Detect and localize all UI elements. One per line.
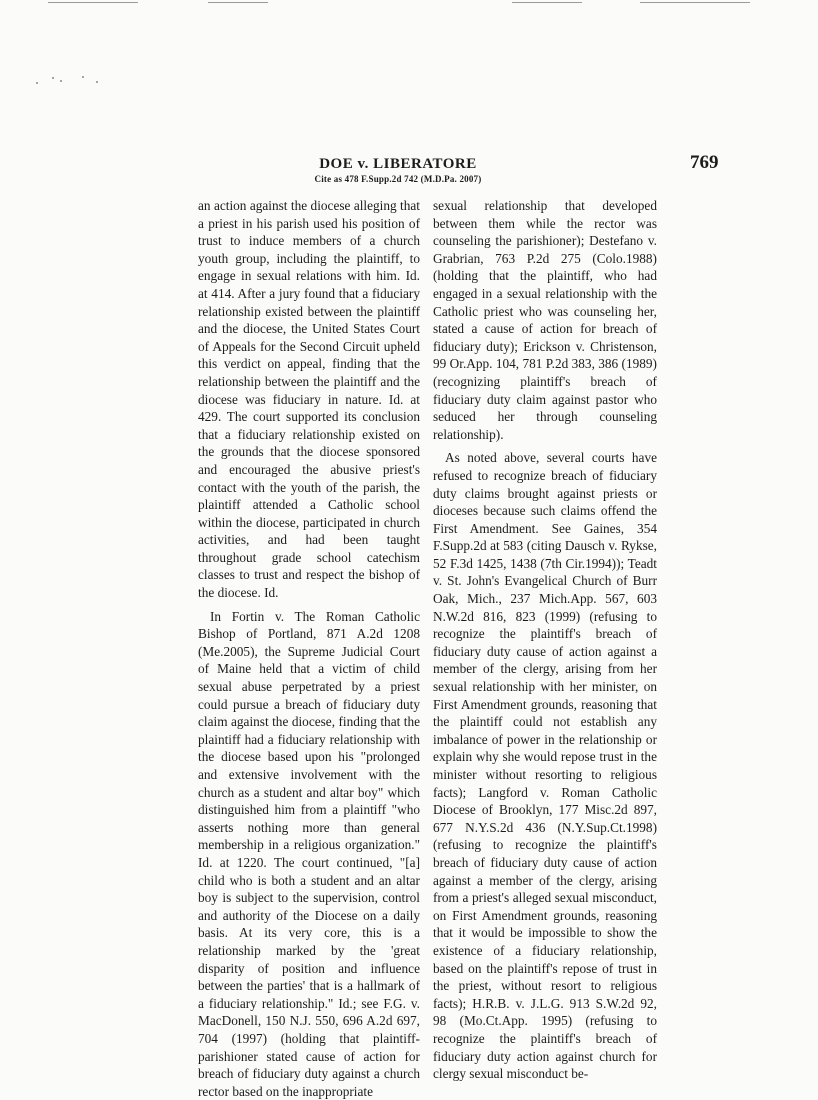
scan-speck	[60, 80, 62, 82]
paragraph: As noted above, several courts have refused to recognize breach of fiduciary duty claims brought against priests or dioceses because such claims offend the First Amendment. See Gaines, 354 F.Supp.2d at 583 (citing Dausch v. Rykse, 52 F.3d 1425, 1438 (7th Cir.1994)); Teadt v. St. John's Evangelical Church of Burr Oak, Mich., 237 Mich.App. 567, 603 N.W.2d 816, 823 (1999) (refusing to recognize the plaintiff's breach of fiduciary duty cause of action against a member of the clergy, arising from her sexual relationship with her minister, on First Amendment grounds, reasoning that the plaintiff could not establish any imbalance of power in the relationship or explain why she would repose trust in the minister without resorting to religious facts); Langford v. Roman Catholic Diocese of Brooklyn, 177 Misc.2d 897, 677 N.Y.S.2d 436 (N.Y.Sup.Ct.1998) (refusing to recognize the plaintiff's breach of fiduciary duty cause of action against a member of the clergy, arising from a priest's alleged sexual misconduct, on First Amendment grounds, reasoning that it would be impossible to show the existence of a fiduciary relationship, based on the plaintiff's repose of trust in the priest, without resort to religious facts); H.R.B. v. J.L.G. 913 S.W.2d 92, 98 (Mo.Ct.App. 1995) (refusing to recognize the plaintiff's breach of fiduciary duty action against church for clergy sexual misconduct be-	[433, 450, 657, 1082]
page-header	[0, 152, 818, 192]
scan-artifact	[640, 2, 750, 3]
scan-speck	[36, 82, 38, 84]
right-column	[433, 197, 657, 1083]
paragraph: an action against the diocese alleging that a priest in his parish used his position of trust to induce members of a church youth group, including the plaintiff, to engage in sexual relations with him. Id. at 414. After a jury found that a fiduciary relationship existed between the plaintiff and the diocese, the United States Court of Appeals for the Second Circuit upheld this verdict on appeal, finding that the relationship between the plaintiff and the diocese was fiduciary in nature. Id. at 429. The court supported its conclusion that a fiduciary relationship existed on the grounds that the diocese sponsored and encouraged the abusive priest's contact with the youth of the parish, the plaintiff attended a Catholic school within the diocese, participated in church activities, and had been taught throughout grade school catechism classes to trust and respect the bishop of the diocese. Id.	[198, 198, 420, 601]
paragraph: sexual relationship that developed between them while the rector was counseling the parishioner); Destefano v. Grabrian, 763 P.2d 275 (Colo.1988) (holding that the plaintiff, who had engaged in a sexual relationship with the Catholic priest who was counseling her, stated a cause of action for breach of fiduciary duty); Erickson v. Christenson, 99 Or.App. 104, 781 P.2d 383, 386 (1989) (recognizing plaintiff's breach of fiduciary duty claim against pastor who seduced her through counseling relationship).	[433, 198, 657, 442]
running-title: DOE v. LIBERATORE	[319, 156, 477, 172]
citation-line: Cite as 478 F.Supp.2d 742 (M.D.Pa. 2007)	[314, 174, 482, 184]
scan-artifact	[512, 2, 582, 3]
scan-speck	[52, 77, 54, 79]
page-number: 769	[690, 152, 719, 173]
left-column	[198, 197, 420, 1100]
scan-speck	[82, 76, 84, 78]
scan-artifact	[48, 2, 138, 3]
paragraph: In Fortin v. The Roman Catholic Bishop of Portland, 871 A.2d 1208 (Me.2005), the Supreme Judicial Court of Maine held that a victim of child sexual abuse perpetrated by a priest could pursue a breach of fiduciary duty claim against the diocese, finding that the plaintiff had a fiduciary relationship with the diocese based upon his "prolonged and extensive involvement with the church as a student and altar boy" which distinguished him from a plaintiff "who asserts nothing more than general membership in a religious organization." Id. at 1220. The court continued, "[a] child who is both a student and an altar boy is subject to the supervision, control and authority of the Diocese on a daily basis. At its very core, this is a relationship marked by the 'great disparity of position and influence between the parties' that is a hallmark of a fiduciary relationship." Id.; see F.G. v. MacDonell, 150 N.J. 550, 696 A.2d 697, 704 (1997) (holding that plaintiff-parishioner stated cause of action for breach of fiduciary duty against a church rector based on the inappropriate	[198, 608, 420, 1099]
scan-artifact	[208, 2, 268, 3]
scan-speck	[96, 81, 98, 83]
